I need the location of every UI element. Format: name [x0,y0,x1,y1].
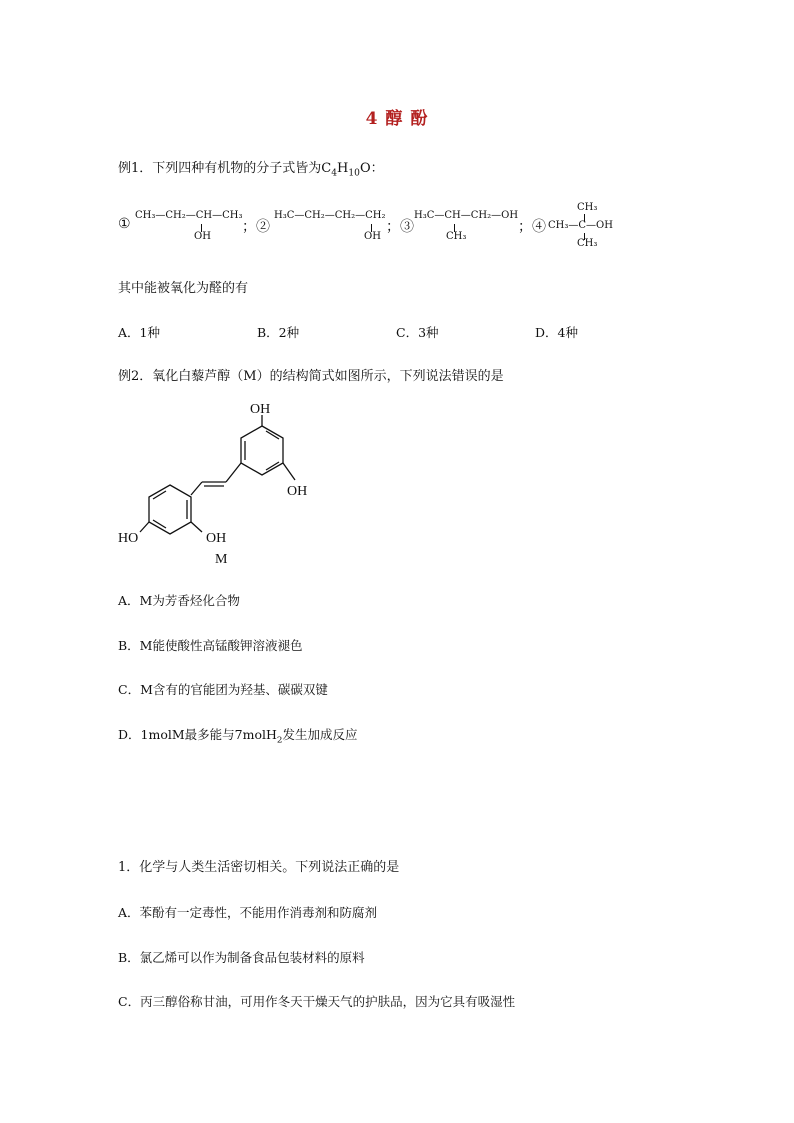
example2-option-d-suffix: 发生加成反应 [282,727,358,742]
marker-1: ① [118,216,131,232]
example2-option-b: B．M能使酸性高锰酸钾溶液褪色 [118,638,303,653]
example1-option-c: C．3种 [396,325,439,340]
formula-h-sub: 10 [348,168,360,179]
marker-4: ；④ [518,219,546,235]
vinyl-bond-2 [191,482,202,495]
q1-option-c: C．丙三醇俗称甘油，可用作冬天干燥天气的护肤品，因为它具有吸湿性 [118,994,516,1009]
q1-option-b: B．氯乙烯可以作为制备食品包装材料的原料 [118,950,365,965]
bond-oh-left [140,522,149,532]
bond-oh-right [283,463,295,480]
structure-3-branch: CH₃ [446,231,467,242]
example2-option-d-prefix: D．1molM最多能与7molH [118,727,277,742]
bond-oh-bottom [191,522,202,532]
structure-1-branch: OH [194,231,211,242]
q1-stem: 1．化学与人类生活密切相关。下列说法正确的是 [118,860,400,875]
formula-o: O： [359,161,384,176]
structures-row [118,200,618,250]
label-oh-bottom: OH [206,531,227,546]
structure-4-top: CH₃ [577,202,598,213]
example1-question: 其中能被氧化为醛的有 [118,281,249,296]
example1-option-b: B．2种 [257,325,300,340]
upper-benzene-ring [241,426,283,475]
structure-4-main: CH₃—C—OH [548,220,613,231]
example2-stem: 例2．氧化白藜芦醇（M）的结构简式如图所示，下列说法错误的是 [118,369,504,384]
example1-stem [118,160,384,178]
example2-option-c: C．M含有的官能团为羟基、碳碳双键 [118,682,328,697]
formula-c: C [321,161,332,176]
example2-option-d [118,726,357,744]
example1-stem-text: 例1．下列四种有机物的分子式皆为 [118,161,322,176]
label-ho-left: HO [118,531,139,546]
example1-option-d: D．4种 [535,325,578,340]
formula-h: H [337,161,349,176]
vinyl-bond-1 [226,463,241,482]
example2-option-a: A．M为芳香烃化合物 [118,593,240,608]
label-m: M [215,552,228,567]
marker-2: ；② [242,219,270,235]
example2-option-d-sub: 2 [276,735,283,746]
structure-3-main: H₃C—CH—CH₂—OH [414,210,519,221]
q1-option-a: A．苯酚有一定毒性，不能用作消毒剂和防腐剂 [118,905,378,920]
page-title: 4 醇 酚 [365,109,429,129]
structure-4-branch: CH₃ [577,238,598,249]
structure-2-branch: OH [364,231,381,242]
label-oh-top: OH [250,402,271,417]
structure-2-main: H₃C—CH₂—CH₂—CH₂ [274,210,386,221]
formula-c-sub: 4 [331,168,338,179]
label-oh-right: OH [287,484,308,499]
lower-benzene-ring [149,485,191,534]
structure-1-main: CH₃—CH₂—CH—CH₃ [135,210,243,221]
example1-option-a: A．1种 [118,325,160,340]
marker-3: ；③ [386,219,414,235]
resveratrol-structure [110,400,340,572]
